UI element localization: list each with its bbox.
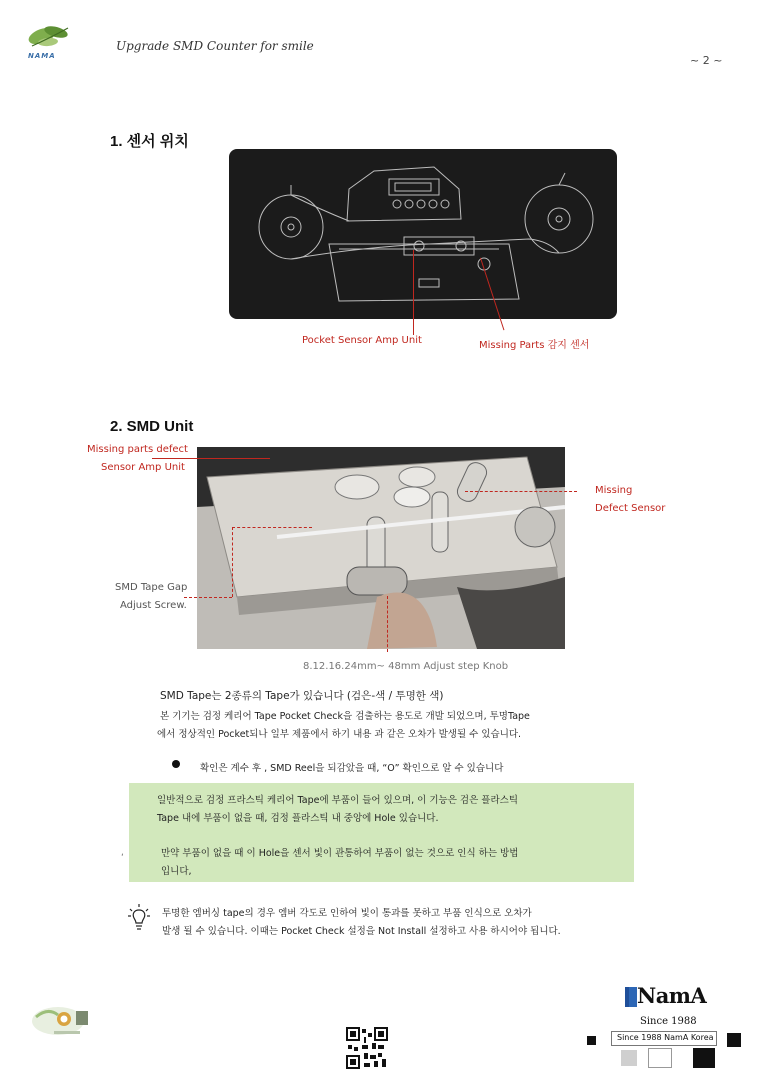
since-text: Since 1988 (640, 1016, 697, 1027)
note-line: 일반적으로 검정 프라스틱 케리어 Tape에 부품이 들어 있으며, 이 기능은 검은 플라스틱 (157, 795, 519, 806)
defect-sensor-label-line2: Defect Sensor (595, 503, 666, 514)
black-square-mark (693, 1048, 715, 1068)
callout-line-amp-unit-h (152, 458, 270, 459)
note-line: Tape 내에 부품이 없을 때, 검정 플라스틱 내 중앙에 Hole 있습니다. (157, 813, 439, 824)
outline-square-mark (648, 1048, 672, 1068)
paragraph-line: 에서 정상적인 Pocket되나 일부 제품에서 하기 내용 과 같은 오차가 발생될 수 있습니다. (157, 729, 522, 740)
bullet-text: 확인은 계수 후 , SMD Reel을 되감았을 때, “O” 확인으로 알 수 있습니다 (200, 763, 504, 774)
callout-line-gap-top (232, 527, 312, 528)
nama-brand-logo (625, 985, 707, 1009)
amp-unit-label-line1: Missing parts defect (87, 444, 188, 455)
note-line: 만약 부품이 없을 때 이 Hole을 센서 빛이 관통하여 부품이 없는 것으로 인식 하는 방법 (161, 848, 519, 859)
lightbulb-icon (127, 903, 151, 933)
black-square-mark (587, 1036, 596, 1045)
bullet-icon (172, 760, 180, 768)
tape-gap-label-line2: Adjust Screw. (120, 600, 187, 611)
adjust-knob-caption: 8.12.16.24mm~ 48mm Adjust step Knob (303, 661, 509, 672)
counter-machine-line-drawing (229, 149, 617, 319)
section-heading-smd-unit: 2. SMD Unit (110, 418, 194, 435)
note-line: 입니다, (161, 866, 192, 877)
logo-wordmark: NAMA (28, 52, 56, 60)
certification-badge-logo (28, 997, 114, 1045)
callout-line-gap-v (232, 527, 233, 597)
tape-types-lead: SMD Tape는 2종류의 Tape가 있습니다 (검은-색 / 투명한 색) (160, 690, 444, 702)
grey-square-mark (621, 1050, 637, 1066)
page-number: ~ 2 ~ (690, 54, 723, 67)
black-square-mark (727, 1033, 741, 1047)
paragraph-line: 본 기기는 검정 케리어 Tape Pocket Check을 검출하는 용도로 개발 되었으며, 투명Tape (160, 711, 530, 722)
tip-line: 투명한 엠버싱 tape의 경우 엠버 각도로 인하여 빛이 통과를 못하고 부품 인식으로 오차가 (162, 908, 532, 919)
amp-unit-label-line2: Sensor Amp Unit (101, 462, 185, 473)
qr-code (346, 1027, 388, 1069)
missing-parts-callout: Missing Parts 감지 센서 (479, 340, 590, 351)
callout-line-gap-h (184, 597, 232, 598)
smd-unit-photo (197, 447, 565, 649)
callout-line-missing-sensor (465, 491, 577, 492)
header-title: Upgrade SMD Counter for smile (116, 39, 314, 53)
since-small-text: Since 1988 NamA Korea (617, 1033, 714, 1042)
callout-line-knob (387, 596, 388, 652)
callout-line-pocket-sensor (413, 250, 414, 335)
tip-line: 발생 될 수 있습니다. 이때는 Pocket Check 설정을 Not Install 설정하고 사용 하시어야 됩니다. (162, 926, 561, 937)
defect-sensor-label-line1: Missing (595, 485, 633, 496)
pocket-sensor-callout: Pocket Sensor Amp Unit (302, 335, 422, 346)
section-heading-sensor-location: 1. 센서 위치 (110, 133, 189, 150)
tape-gap-label-line1: SMD Tape Gap (115, 582, 188, 593)
brand-wordmark: NamA (637, 983, 707, 1008)
stray-mark: ‘ (121, 853, 124, 863)
